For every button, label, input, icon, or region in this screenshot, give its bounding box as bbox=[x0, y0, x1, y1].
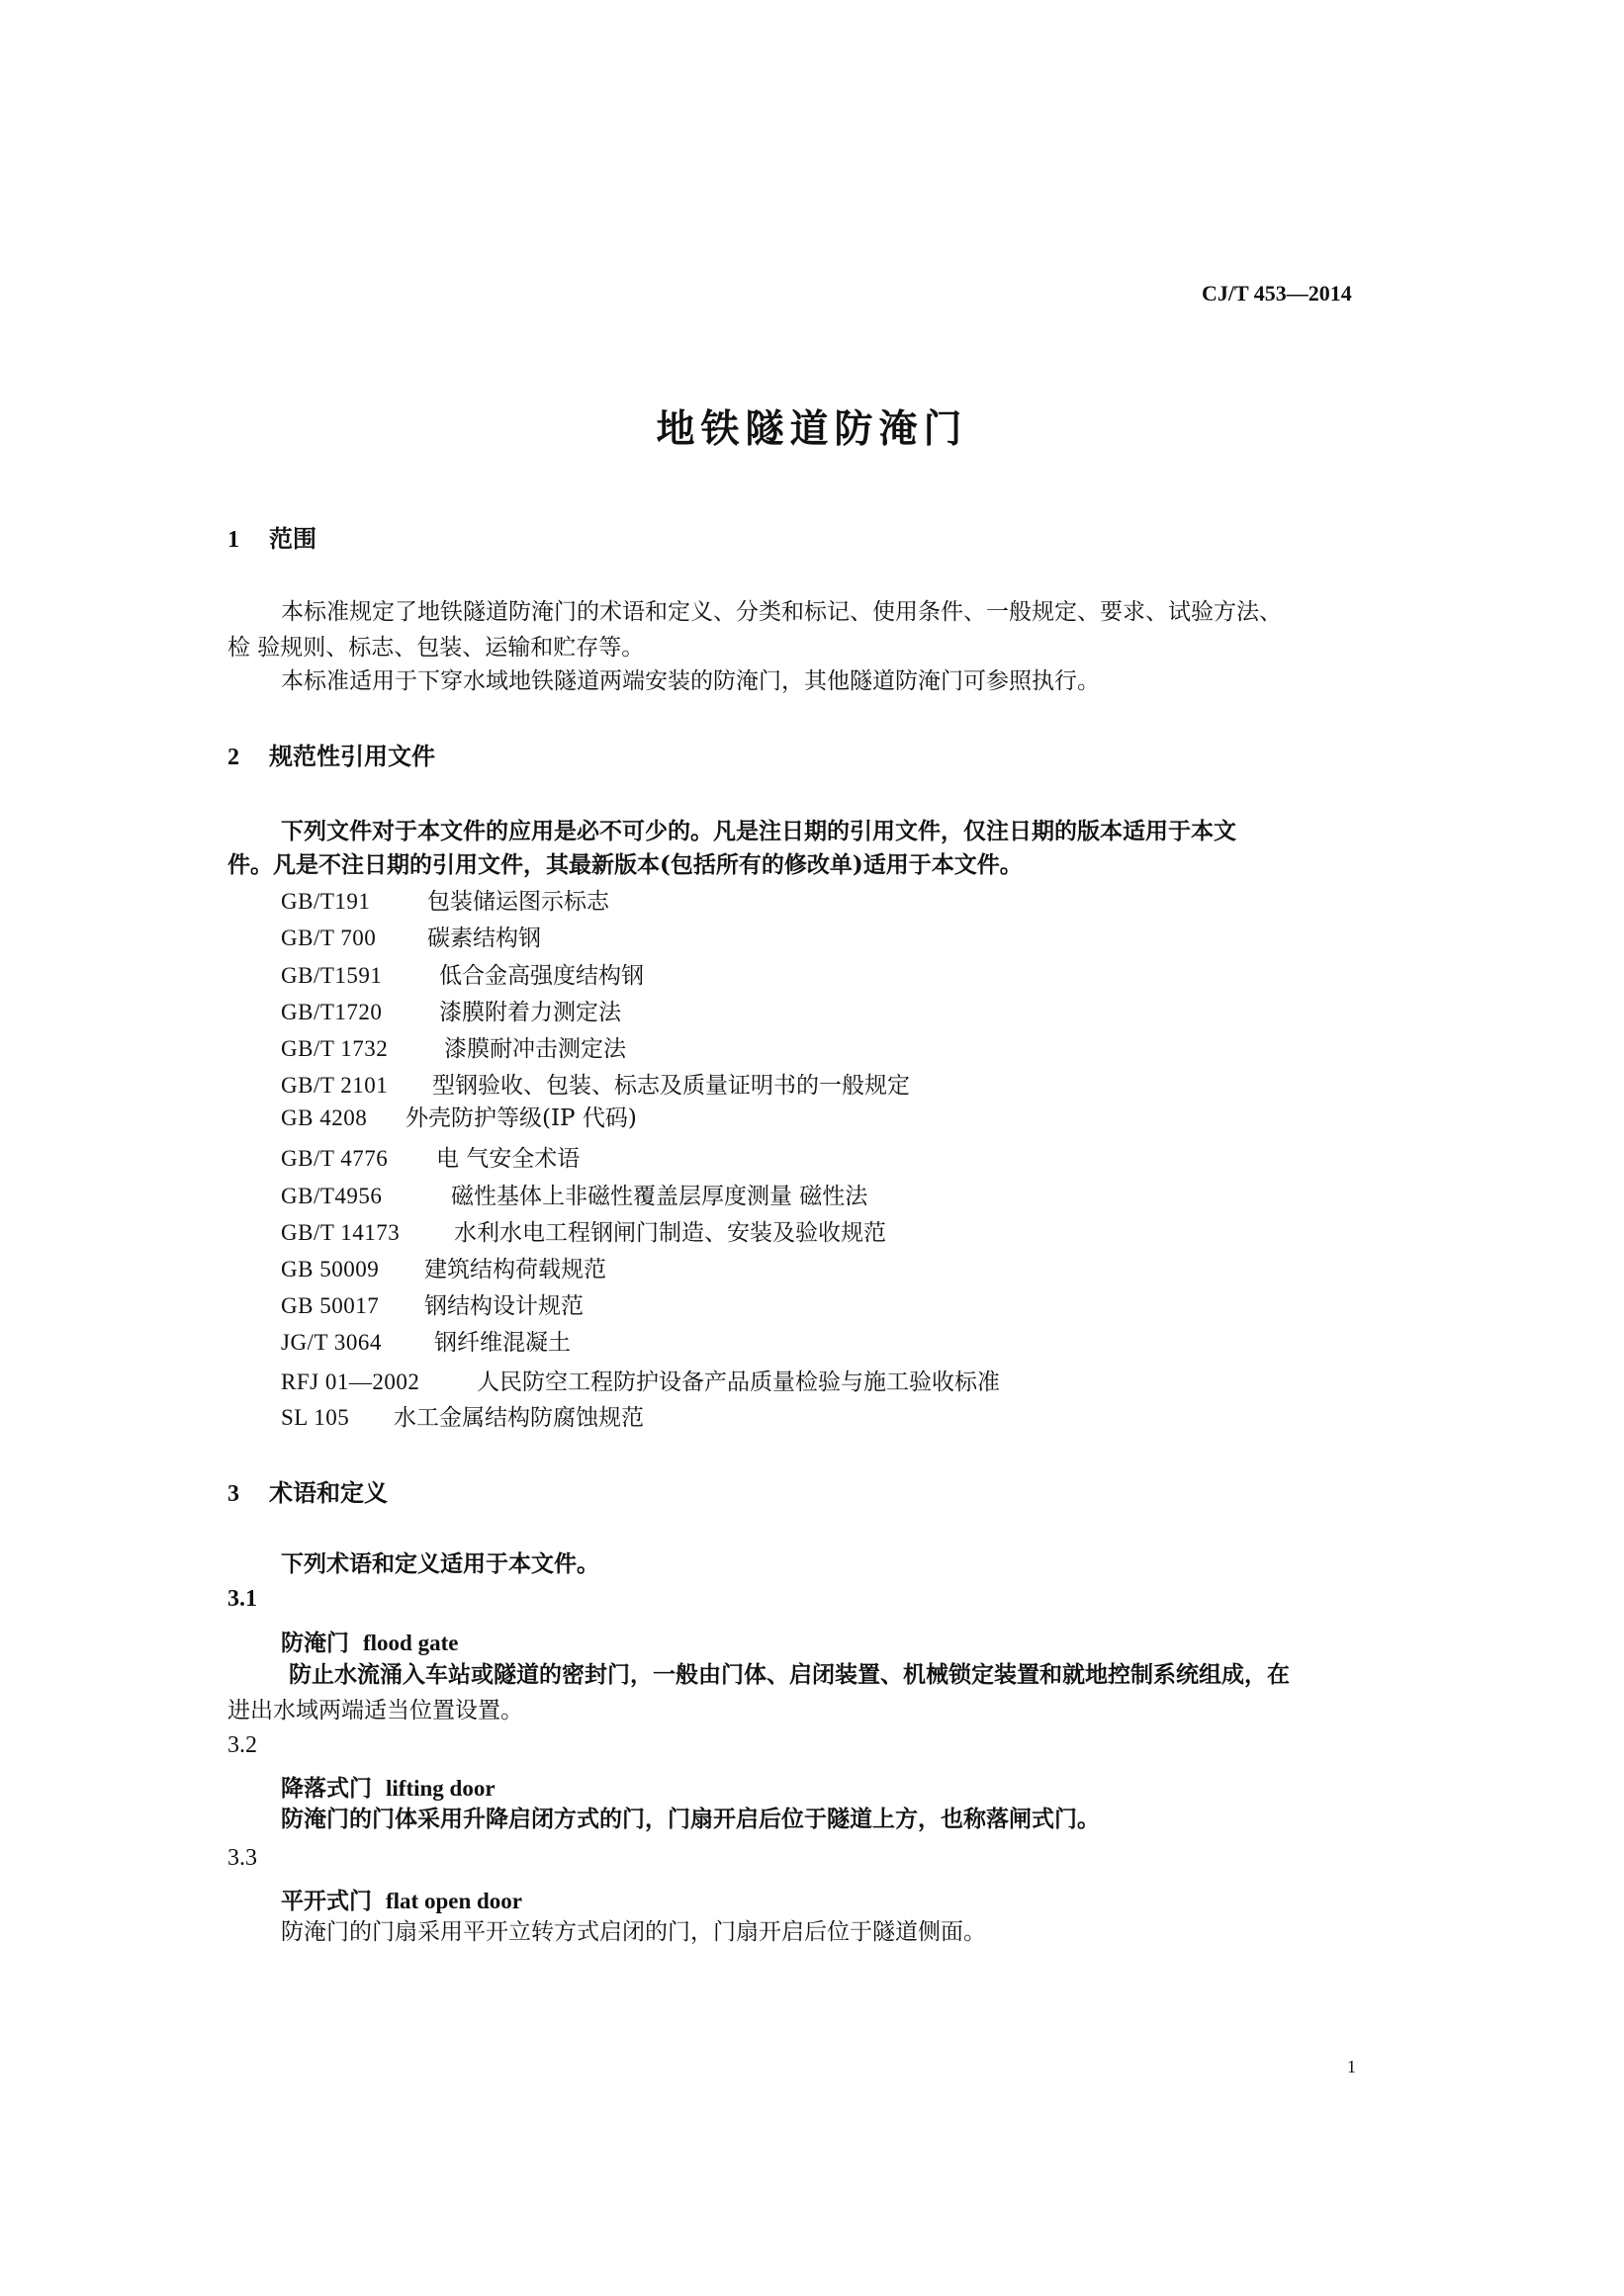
term-definition: 防止水流涌入车站或隧道的密封门，一般由门体、启闭装置、机械锁定装置和就地控制系统组成，在 bbox=[289, 1661, 1290, 1688]
term-name-en: flat open door bbox=[386, 1889, 522, 1913]
term-name-cn: 防淹门 bbox=[281, 1630, 349, 1656]
reference-item bbox=[281, 1067, 910, 1100]
reference-item bbox=[281, 1214, 886, 1247]
term-number: 3.2 bbox=[227, 1732, 257, 1758]
reference-name: 型钢验收、包装、标志及质量证明书的一般规定 bbox=[432, 1073, 910, 1099]
paragraph-line: 件。凡是不注日期的引用文件，其最新版本(包括所有的修改单)适用于本文件。 bbox=[227, 851, 1023, 878]
reference-item bbox=[281, 1251, 606, 1283]
term-definition: 防淹门的门扇采用平开立转方式启闭的门，门扇开启后位于隧道侧面。 bbox=[281, 1919, 986, 1945]
paragraph-line: 下列术语和定义适用于本文件。 bbox=[281, 1550, 599, 1577]
reference-code: SL 105 bbox=[281, 1405, 350, 1430]
reference-code: GB 4208 bbox=[281, 1105, 368, 1130]
reference-item bbox=[281, 920, 541, 952]
reference-code: GB/T 1732 bbox=[281, 1036, 389, 1061]
term-name bbox=[281, 1883, 522, 1915]
section-number: 1 bbox=[227, 527, 239, 553]
section-number: 3 bbox=[227, 1481, 239, 1507]
reference-code: GB/T 14173 bbox=[281, 1220, 401, 1245]
reference-name: 漆膜附着力测定法 bbox=[439, 1000, 621, 1025]
term-name-en: flood gate bbox=[363, 1631, 459, 1655]
reference-name: 包装储运图示标志 bbox=[427, 889, 609, 915]
term-name bbox=[281, 1770, 496, 1803]
paragraph-line: 本标准适用于下穿水域地铁隧道两端安装的防淹门，其他隧道防淹门可参照执行。 bbox=[281, 668, 1100, 694]
reference-code: JG/T 3064 bbox=[281, 1330, 382, 1355]
reference-code: GB 50009 bbox=[281, 1257, 380, 1281]
term-number: 3.3 bbox=[227, 1845, 257, 1871]
reference-name: 建筑结构荷载规范 bbox=[424, 1257, 606, 1282]
reference-name: 漆膜耐冲击测定法 bbox=[444, 1036, 626, 1062]
reference-code: GB/T191 bbox=[281, 889, 371, 914]
reference-item bbox=[281, 1364, 1000, 1396]
reference-name: 水工金属结构防腐蚀规范 bbox=[394, 1405, 644, 1431]
reference-code: GB/T4956 bbox=[281, 1184, 383, 1208]
reference-item bbox=[281, 883, 609, 916]
term-definition: 防淹门的门体采用升降启闭方式的门，门扇开启后位于隧道上方，也称落闸式门。 bbox=[281, 1806, 1100, 1832]
reference-item bbox=[281, 1140, 580, 1173]
section-number: 2 bbox=[227, 745, 239, 770]
reference-name: 钢纤维混凝土 bbox=[434, 1330, 571, 1356]
reference-item bbox=[281, 1399, 644, 1432]
reference-name: 钢结构设计规范 bbox=[424, 1293, 584, 1319]
reference-name: 人民防空工程防护设备产品质量检验与施工验收标准 bbox=[477, 1369, 1000, 1395]
section-heading bbox=[227, 519, 316, 554]
reference-name: 水利水电工程钢闸门制造、安装及验收规范 bbox=[454, 1220, 886, 1246]
reference-item bbox=[281, 994, 621, 1026]
reference-name: 磁性基体上非磁性覆盖层厚度测量 磁性法 bbox=[451, 1184, 868, 1209]
paragraph-line: 下列文件对于本文件的应用是必不可少的。凡是注日期的引用文件，仅注日期的版本适用于本文 bbox=[281, 818, 1236, 844]
paragraph-line: 本标准规定了地铁隧道防淹门的术语和定义、分类和标记、使用条件、一般规定、要求、试验方法、 bbox=[281, 599, 1282, 625]
term-definition: 进出水域两端适当位置设置。 bbox=[227, 1698, 523, 1723]
section-title: 术语和定义 bbox=[269, 1479, 388, 1507]
reference-item bbox=[281, 1100, 637, 1132]
reference-code: GB 50017 bbox=[281, 1293, 380, 1318]
term-name-en: lifting door bbox=[386, 1776, 496, 1801]
standard-code: CJ/T 453—2014 bbox=[1202, 281, 1352, 306]
reference-name: 碳素结构钢 bbox=[427, 926, 541, 951]
reference-code: GB/T1720 bbox=[281, 1000, 383, 1024]
reference-item bbox=[281, 957, 644, 990]
reference-code: RFJ 01—2002 bbox=[281, 1369, 420, 1394]
paragraph-line: 检 验规则、标志、包装、运输和贮存等。 bbox=[227, 635, 645, 661]
term-name-cn: 平开式门 bbox=[281, 1888, 372, 1914]
reference-code: GB/T 2101 bbox=[281, 1073, 389, 1098]
reference-item bbox=[281, 1287, 584, 1320]
term-name bbox=[281, 1625, 458, 1657]
document-title: 地铁隧道防淹门 bbox=[656, 407, 968, 452]
reference-code: GB/T 4776 bbox=[281, 1146, 389, 1171]
reference-name: 低合金高强度结构钢 bbox=[439, 963, 644, 989]
reference-code: GB/T 700 bbox=[281, 926, 377, 950]
section-heading bbox=[227, 737, 435, 771]
reference-name: 外壳防护等级(IP 代码) bbox=[406, 1105, 637, 1131]
page-number: 1 bbox=[1347, 2057, 1356, 2076]
section-title: 范围 bbox=[269, 525, 316, 553]
reference-item bbox=[281, 1030, 626, 1063]
reference-item bbox=[281, 1178, 867, 1210]
reference-code: GB/T1591 bbox=[281, 963, 383, 988]
section-title: 规范性引用文件 bbox=[269, 743, 435, 770]
section-heading bbox=[227, 1473, 388, 1508]
reference-name: 电 气安全术语 bbox=[436, 1146, 581, 1172]
reference-item bbox=[281, 1324, 571, 1357]
term-number: 3.1 bbox=[227, 1586, 257, 1612]
term-name-cn: 降落式门 bbox=[281, 1775, 372, 1802]
